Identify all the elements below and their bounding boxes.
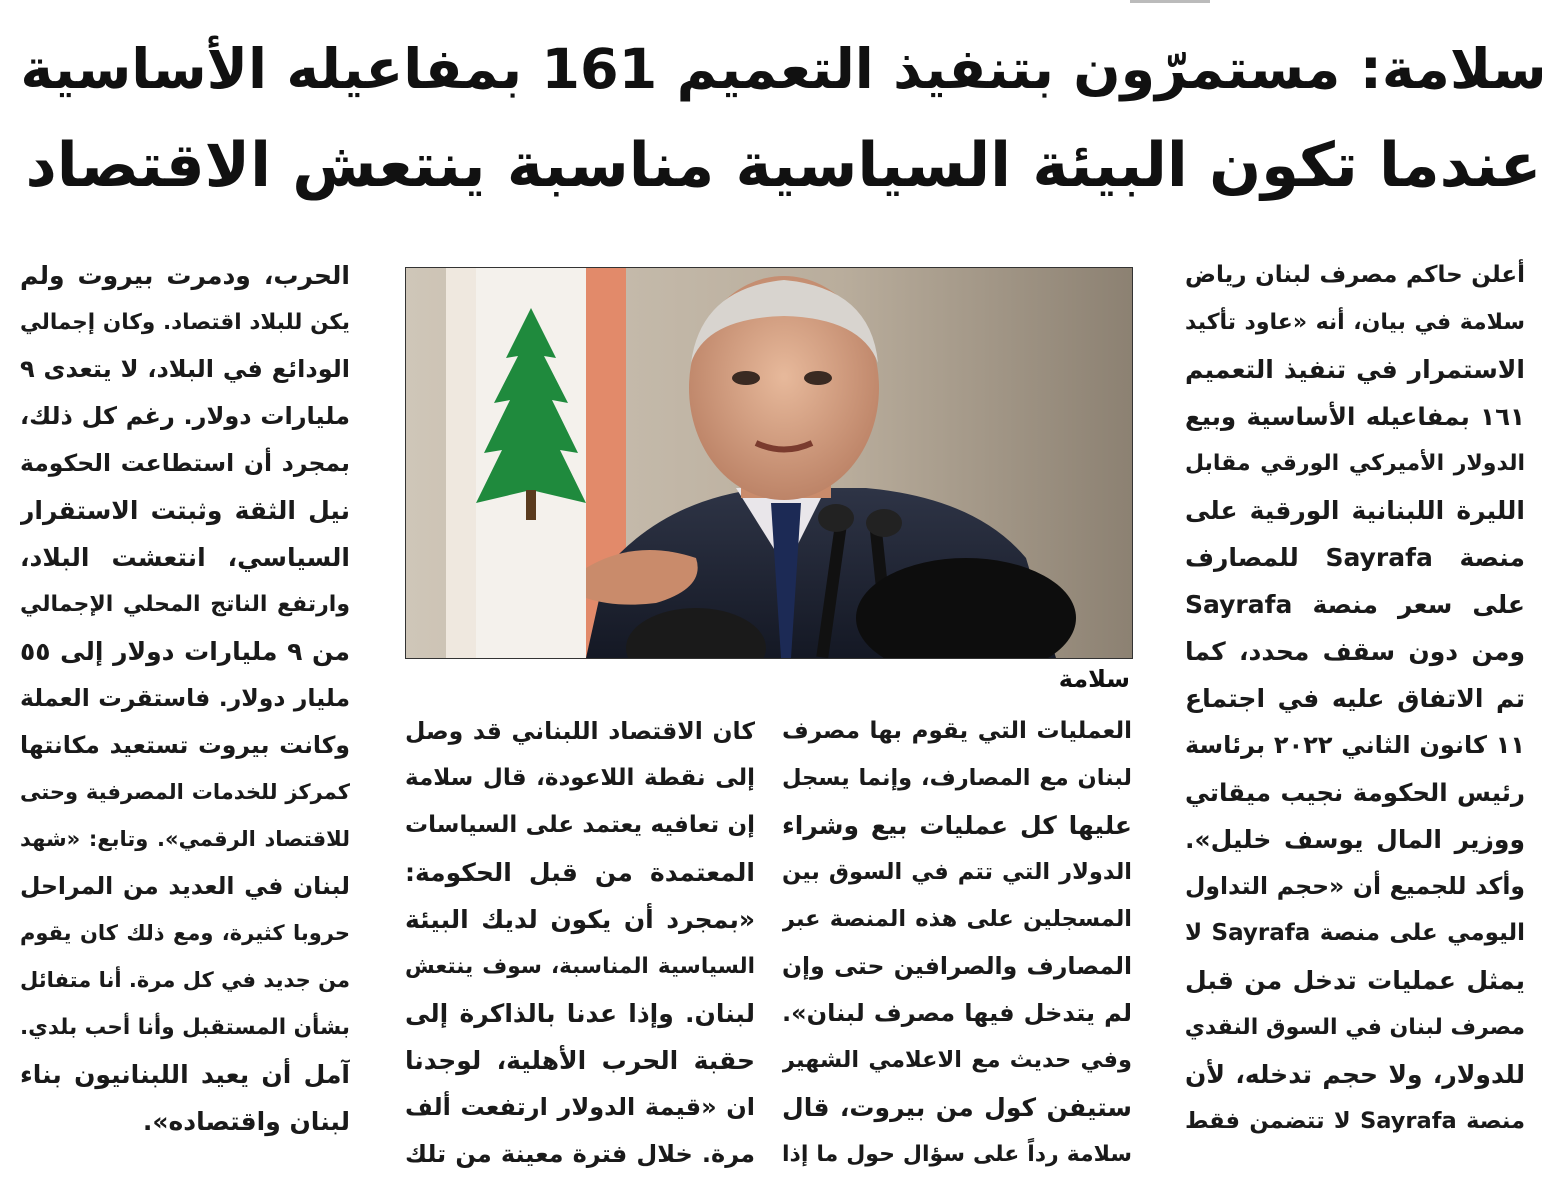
article-photo <box>405 267 1133 659</box>
portrait-speaker-icon <box>406 268 1132 658</box>
text-line: اليومي على منصة Sayrafa لا <box>1185 920 1525 946</box>
text-line: ووزير المال يوسف خليل». <box>1185 825 1525 854</box>
text-line: كمركز للخدمات المصرفية وحتى <box>20 780 350 804</box>
text-line: المصارف والصرافين حتى وإن <box>782 952 1132 980</box>
text-line: يمثل عمليات تدخل من قبل <box>1185 966 1525 995</box>
text-line: بشأن المستقبل وأنا أحب بلدي. <box>20 1015 350 1040</box>
text-line: العمليات التي يقوم بها مصرف <box>782 718 1132 744</box>
text-line: لبنان واقتصاده». <box>142 1107 350 1136</box>
text-line: نيل الثقة وثبتت الاستقرار <box>20 496 350 525</box>
text-line: عليها كل عمليات بيع وشراء <box>782 811 1132 840</box>
headline-line-2: عندما تكون البيئة السياسية مناسبة ينتعش الاقتصاد <box>25 130 1542 201</box>
text-line: لبنان في العديد من المراحل <box>20 872 350 900</box>
text-line: الدولار الأميركي الورقي مقابل <box>1185 451 1525 476</box>
text-line: أعلن حاكم مصرف لبنان رياض <box>1185 262 1525 288</box>
text-line: إلى نقطة اللاعودة، قال سلامة <box>405 765 755 791</box>
text-line: على سعر منصة Sayrafa <box>1185 590 1525 619</box>
text-line: المسجلين على هذه المنصة عبر <box>782 906 1132 932</box>
article-column-4 <box>20 252 350 1192</box>
text-line: الاستمرار في تنفيذ التعميم <box>1185 355 1525 384</box>
text-line: رئيس الحكومة نجيب ميقاتي <box>1185 778 1525 807</box>
text-line: مصرف لبنان في السوق النقدي <box>1185 1015 1525 1040</box>
text-line: وارتفع الناتج المحلي الإجمالي <box>20 592 350 617</box>
photo-caption: سلامة <box>1058 665 1130 693</box>
text-line: مليارات دولار. رغم كل ذلك، <box>20 402 350 430</box>
text-line: الودائع في البلاد، لا يتعدى ٩ <box>20 355 350 383</box>
text-line: وكانت بيروت تستعيد مكانتها <box>20 731 350 759</box>
text-line: ١١ كانون الثاني ٢٠٢٢ برئاسة <box>1185 731 1525 759</box>
text-line: مليار دولار. فاستقرت العملة <box>20 684 350 712</box>
text-line: من جديد في كل مرة. أنا متفائل <box>20 968 350 992</box>
text-line: آمل أن يعيد اللبنانيون بناء <box>20 1060 350 1089</box>
text-line: ان «قيمة الدولار ارتفعت ألف <box>405 1093 755 1121</box>
text-line: كان الاقتصاد اللبناني قد وصل <box>405 717 755 745</box>
text-line: وفي حديث مع الاعلامي الشهير <box>782 1047 1132 1073</box>
text-line: مرة. خلال فترة معينة من تلك <box>405 1140 755 1168</box>
text-line: لبنان مع المصارف، وإنما يسجل <box>782 765 1132 791</box>
text-line: ومن دون سقف محدد، كما <box>1185 637 1525 666</box>
text-line: الدولار التي تتم في السوق بين <box>782 859 1132 885</box>
text-line: وأكد للجميع أن «حجم التداول <box>1185 872 1525 900</box>
article-column-3 <box>405 708 755 1188</box>
text-line: ١٦١ بمفاعيله الأساسية وبيع <box>1185 402 1525 431</box>
text-line: منصة Sayrafa لا تتضمن فقط <box>1185 1108 1525 1134</box>
text-line: سلامة في بيان، أنه «عاود تأكيد <box>1185 310 1525 335</box>
text-line: «بمجرد أن يكون لديك البيئة <box>405 905 755 934</box>
headline <box>20 22 1547 214</box>
text-line: منصة Sayrafa للمصارف <box>1185 543 1525 572</box>
text-line: المعتمدة من قبل الحكومة: <box>405 858 755 887</box>
text-line: من ٩ مليارات دولار إلى ٥٥ <box>20 637 350 666</box>
text-line: يكن للبلاد اقتصاد. وكان إجمالي <box>20 310 350 335</box>
top-rule <box>1130 0 1210 3</box>
text-line: للاقتصاد الرقمي». وتابع: «شهد <box>20 827 350 851</box>
article-column-1 <box>1185 252 1525 1192</box>
headline-line-1: سلامة: مستمرّون بتنفيذ التعميم 161 بمفاعيله الأساسية <box>20 37 1547 102</box>
text-line: إن تعافيه يعتمد على السياسات <box>405 812 755 838</box>
text-line: السياسية المناسبة، سوف ينتعش <box>405 954 755 979</box>
text-line: لبنان. وإذا عدنا بالذاكرة إلى <box>405 999 755 1028</box>
text-line: الليرة اللبنانية الورقية على <box>1185 496 1525 525</box>
text-line: الحرب، ودمرت بيروت ولم <box>20 261 350 290</box>
text-line: بمجرد أن استطاعت الحكومة <box>20 449 350 477</box>
text-line: السياسي، انتعشت البلاد، <box>20 543 350 572</box>
text-line: حروبا كثيرة، ومع ذلك كان يقوم <box>20 921 350 945</box>
text-line: حقبة الحرب الأهلية، لوجدنا <box>405 1046 755 1075</box>
text-line: للدولار، ولا حجم تدخله، لأن <box>1185 1060 1525 1089</box>
text-line: ستيفن كول من بيروت، قال <box>782 1093 1132 1122</box>
article-column-2 <box>782 708 1132 1188</box>
text-line: تم الاتفاق عليه في اجتماع <box>1185 684 1525 713</box>
text-line: لم يتدخل فيها مصرف لبنان». <box>782 999 1132 1027</box>
text-line: سلامة رداً على سؤال حول ما إذا <box>782 1142 1132 1167</box>
